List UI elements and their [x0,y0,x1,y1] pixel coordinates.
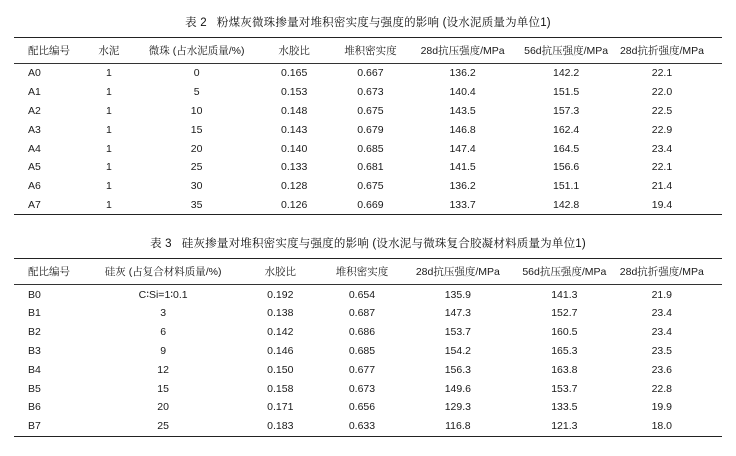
table-cell: 0.126 [258,195,330,214]
table-row [14,285,722,304]
table-cell: 1 [106,104,112,117]
table-header-row [14,259,722,285]
table-cell: B7 [14,417,85,436]
table-row [14,379,722,398]
column-header: 水胶比 [241,259,319,285]
table-cell: 0.675 [357,104,384,117]
table-cell: 156.6 [553,161,580,174]
table-row [14,360,722,379]
table-cell: 0.679 [357,123,384,136]
table-cell: 1 [106,161,112,174]
table-block-3 [14,231,722,436]
table-cell: 147.4 [449,142,476,155]
table-cell: 0.656 [348,401,376,414]
table-cell: 0.673 [357,86,384,99]
table-cell: 153.7 [444,326,471,339]
table-cell: 21.9 [618,285,722,304]
table-row [14,158,722,177]
table-cell: 25 [85,417,241,436]
column-header: 配比编号 [14,259,85,285]
table-block-2 [14,10,722,215]
table-row [14,398,722,417]
column-header: 配比编号 [14,38,83,64]
table-cell: 12 [157,363,169,376]
table-cell: 165.3 [551,344,578,357]
table-cell: A6 [28,180,41,193]
table-row [14,83,722,102]
table-cell: 141.3 [511,285,618,304]
table-row [14,195,722,214]
table-cell: A1 [28,86,41,99]
table-cell: 0.685 [348,344,376,357]
table-cell: 0.675 [357,180,384,193]
table-cell: 25 [190,161,203,174]
table-cell: 19.4 [618,195,722,214]
table-cell: 1 [106,180,112,193]
table-cell: A3 [28,123,41,136]
table-cell: B5 [28,382,41,395]
table-cell: 5 [193,86,200,99]
table-cell: 22.0 [651,86,673,99]
column-header: 28d抗折强度/MPa [618,38,722,64]
table-cell: A4 [28,142,41,155]
table-cell: 0.133 [281,161,308,174]
data-table-2 [14,37,722,215]
table-cell: 154.2 [444,344,471,357]
table-caption-label-2: 表 2 [185,17,207,29]
table-cell: 30 [190,180,203,193]
table-cell: 0.153 [281,86,308,99]
table-row [14,120,722,139]
table-header-2 [14,38,722,64]
table-cell: 143.5 [449,104,476,117]
table-cell: A7 [14,195,83,214]
table-cell: 15 [190,123,203,136]
table-cell: 164.5 [553,142,580,155]
table-cell: 160.5 [551,326,578,339]
table-cell: 121.3 [511,417,618,436]
table-cell: 20 [190,142,203,155]
table-cell: 0.192 [241,285,319,304]
table-cell: 0.146 [267,344,294,357]
table-cell: B3 [28,344,41,357]
table-cell: 141.5 [449,161,476,174]
table-cell: 22.1 [618,64,722,83]
table-cell: 0.686 [348,326,376,339]
table-row [14,102,722,121]
table-cell: 140.4 [449,86,476,99]
table-cell: 156.3 [444,363,471,376]
table-cell: B2 [28,326,41,339]
table-cell: 142.2 [514,64,618,83]
table-cell: B6 [28,401,41,414]
table-cell: 0.681 [357,161,384,174]
table-cell: 129.3 [444,401,471,414]
table-row [14,323,722,342]
table-cell: B1 [28,307,41,320]
table-cell: 22.8 [651,382,673,395]
column-header: 56d抗压强度/MPa [514,38,618,64]
table-cell: 0.673 [348,382,376,395]
table-cell: 116.8 [405,417,512,436]
table-header-3 [14,259,722,285]
table-cell: 22.1 [651,161,673,174]
table-cell: 0.148 [281,104,308,117]
table-cell: A2 [28,104,41,117]
table-cell: 142.8 [514,195,618,214]
table-cell: 0.171 [267,401,294,414]
column-header: 微珠 (占水泥质量/%) [135,38,258,64]
table-cell: 0.158 [267,382,294,395]
table-cell: 0.142 [267,326,294,339]
table-cell: 133.5 [551,401,578,414]
table-cell: 146.8 [449,123,476,136]
table-cell: 162.4 [553,123,580,136]
table-cell: 153.7 [551,382,578,395]
table-cell: 0.138 [267,307,294,320]
table-cell: 15 [157,382,169,395]
table-cell: 0.633 [319,417,404,436]
column-header: 28d抗压强度/MPa [405,259,512,285]
column-header: 28d抗折强度/MPa [618,259,722,285]
table-cell: 0.150 [267,363,294,376]
table-cell: 9 [160,344,167,357]
table-header-row [14,38,722,64]
column-header: 水泥 [83,38,135,64]
table-cell: 152.7 [551,307,578,320]
column-header: 56d抗压强度/MPa [511,259,618,285]
table-cell: 23.4 [651,142,673,155]
table-cell: 18.0 [618,417,722,436]
table-cell: 0 [135,64,258,83]
table-cell: 1 [106,123,112,136]
column-header: 堆积密实度 [319,259,404,285]
column-header: 28d抗压强度/MPa [411,38,515,64]
table-cell: 163.8 [551,363,578,376]
table-cell: 0.687 [348,307,376,320]
data-table-3 [14,258,722,436]
table-cell: 21.4 [651,180,673,193]
table-cell: 1 [106,142,112,155]
table-cell: 23.4 [651,326,673,339]
table-cell: 0.165 [258,64,330,83]
table-row [14,177,722,196]
table-cell: 135.9 [405,285,512,304]
table-cell: A0 [14,64,83,83]
table-cell: 20 [157,401,169,414]
table-row [14,417,722,436]
table-cell: B0 [14,285,85,304]
table-cell: 22.9 [651,123,673,136]
column-header: 硅灰 (占复合材料质量/%) [85,259,241,285]
table-cell: 0.685 [357,142,384,155]
table-cell: A5 [28,161,41,174]
table-cell: 23.4 [651,307,673,320]
table-cell: B4 [28,363,41,376]
table-cell: 0.677 [348,363,376,376]
table-cell: 0.128 [281,180,308,193]
table-cell: 35 [135,195,258,214]
table-cell: 23.6 [651,363,673,376]
table-row [14,342,722,361]
table-row [14,304,722,323]
table-cell: 1 [106,86,112,99]
table-cell: 151.5 [553,86,580,99]
table-cell: 149.6 [444,382,471,395]
table-cell: 133.7 [411,195,515,214]
table-caption-2 [14,10,722,37]
column-header: 水胶比 [258,38,330,64]
table-cell: 0.667 [330,64,411,83]
table-cell: 151.1 [553,180,580,193]
table-cell: 147.3 [444,307,471,320]
table-body-2 [14,64,722,215]
table-cell: 136.2 [411,64,515,83]
table-cell: 0.183 [241,417,319,436]
table-caption-label-3: 表 3 [150,238,172,251]
table-cell: 6 [160,326,167,339]
table-row [14,139,722,158]
table-cell: 1 [83,64,135,83]
table-cell: 136.2 [449,180,476,193]
table-cell: 1 [83,195,135,214]
table-cell: 22.5 [651,104,673,117]
table-caption-text-3: 硅灰掺量对堆积密实度与强度的影响 (设水泥与微珠复合胶凝材料质量为单位1) [181,238,586,251]
table-cell: 0.143 [281,123,308,136]
table-caption-text-2: 粉煤灰微珠掺量对堆积密实度与强度的影响 (设水泥质量为单位1) [216,17,551,29]
table-row [14,64,722,83]
column-header: 堆积密实度 [330,38,411,64]
table-body-3 [14,285,722,436]
table-cell: 10 [190,104,203,117]
table-caption-3 [14,231,722,258]
table-cell: 0.654 [319,285,404,304]
table-cell: 0.140 [281,142,308,155]
table-cell: C∶Si=1∶0.1 [85,285,241,304]
table-cell: 0.669 [330,195,411,214]
table-cell: 23.5 [651,344,673,357]
table-cell: 3 [160,307,167,320]
table-cell: 19.9 [651,401,673,414]
table-cell: 157.3 [553,104,580,117]
